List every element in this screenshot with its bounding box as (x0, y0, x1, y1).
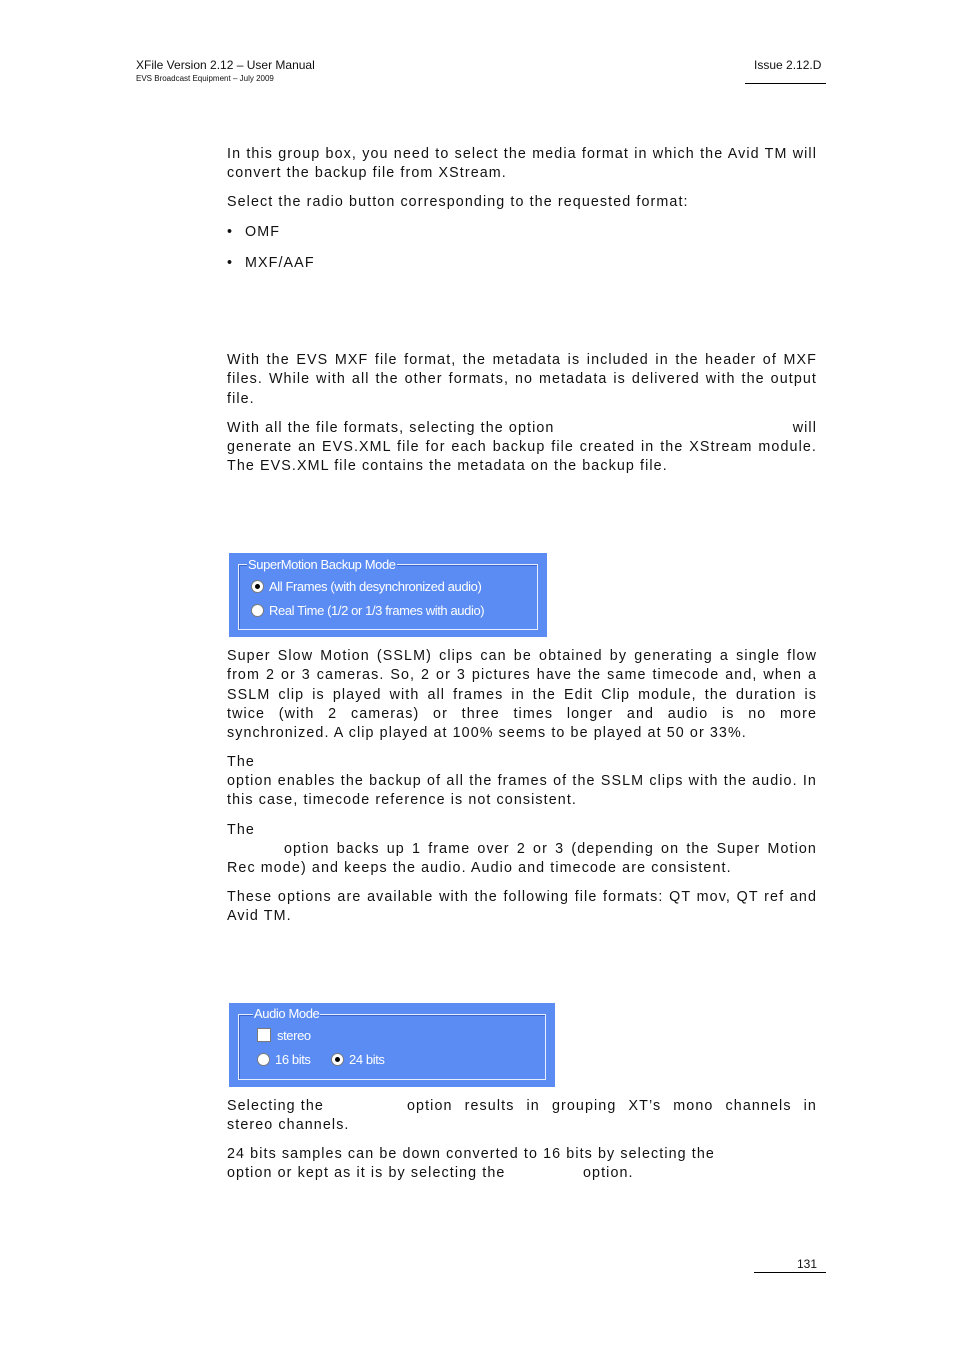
audio-mode-group (238, 1014, 546, 1080)
paragraph-allframes-the: The (227, 754, 255, 770)
xml-line1-right: will (792, 420, 817, 436)
bullet-omf-text: OMF (245, 224, 281, 240)
all-frames-radio[interactable] (251, 579, 481, 594)
stereo-line1-right: option results in grouping XT’s mono channels in (407, 1098, 817, 1114)
paragraph-bits-line2 (227, 1164, 817, 1184)
bits-line2-left: option or kept as it is by selecting the (227, 1165, 506, 1181)
page-header (136, 58, 315, 83)
real-time-label: Real Time (1/2 or 1/3 frames with audio) (269, 603, 485, 618)
checkbox-icon (257, 1028, 271, 1042)
footer-rule (754, 1272, 826, 1273)
16-bits-label: 16 bits (275, 1052, 311, 1067)
paragraph-select: Select the radio button corresponding to the requested format: (227, 194, 689, 210)
24-bits-label: 24 bits (349, 1052, 385, 1067)
radio-selected-icon (251, 580, 264, 593)
paragraph-intro: In this group box, you need to select the media format in which the Avid TM will convert the backup file from XStream. (227, 146, 817, 182)
paragraph-allframes: option enables the backup of all the frames of the SSLM clips with the audio. In this case, timecode reference is not consistent. (227, 773, 817, 809)
doc-title: XFile Version 2.12 – User Manual (136, 58, 315, 72)
paragraph-xml-line1 (227, 419, 817, 439)
paragraph-stereo-line2: stereo channels. (227, 1117, 350, 1133)
bullet-mxf (227, 255, 315, 271)
supermotion-group (238, 564, 538, 630)
audio-mode-legend: Audio Mode (254, 1006, 320, 1021)
paragraph-realtime-the: The (227, 822, 255, 838)
radio-unselected-icon (251, 604, 264, 617)
radio-unselected-icon (257, 1053, 270, 1066)
bullet-dot: • (227, 224, 234, 240)
bits-line2-right: option. (583, 1165, 634, 1181)
paragraph-sslm: Super Slow Motion (SSLM) clips can be obtained by generating a single flow from 2 or 3 cameras. So, 2 or 3 pictures have the same timecode and, when a SSLM clip is played with all frames in the Edit Clip module, the duration is twice (with 2 cameras) or three times longer and audio is no more synchronized. A clip played at 100% seems to be played at 50 or 33%. (227, 648, 817, 742)
doc-subtitle: EVS Broadcast Equipment – July 2009 (136, 74, 274, 83)
header-rule (745, 83, 826, 84)
stereo-label: stereo (277, 1028, 311, 1043)
real-time-radio[interactable] (251, 603, 484, 618)
all-frames-label: All Frames (with desynchronized audio) (269, 579, 482, 594)
stereo-line1-left: Selecting the (227, 1098, 324, 1114)
paragraph-realtime: option backs up 1 frame over 2 or 3 (depending on the Super Motion Rec mode) and keeps the audio. Audio and timecode are consistent. (227, 841, 817, 877)
audio-mode-panel (229, 1003, 555, 1087)
xml-line1-left: With all the file formats, selecting the option (227, 420, 555, 436)
supermotion-panel (229, 553, 547, 637)
issue-label: Issue 2.12.D (754, 58, 822, 72)
bullet-dot: • (227, 255, 234, 271)
radio-selected-icon (331, 1053, 344, 1066)
page-number: 131 (797, 1257, 818, 1271)
16-bits-radio[interactable] (257, 1052, 311, 1067)
paragraph-formats: These options are available with the following file formats: QT mov, QT ref and Avid TM. (227, 889, 817, 925)
paragraph-bits-line1: 24 bits samples can be down converted to 16 bits by selecting the (227, 1146, 715, 1162)
stereo-checkbox[interactable] (257, 1028, 311, 1043)
bullet-omf (227, 224, 280, 240)
paragraph-stereo-line1 (227, 1097, 817, 1117)
bullet-mxf-text: MXF/AAF (245, 255, 315, 271)
paragraph-xml-rest: generate an EVS.XML file for each backup file created in the XStream module. The EVS.XML file contains the metadata on the backup file. (227, 439, 817, 475)
paragraph-metadata: With the EVS MXF file format, the metadata is included in the header of MXF files. While with all the other formats, no metadata is delivered with the output file. (227, 352, 817, 407)
24-bits-radio[interactable] (331, 1052, 385, 1067)
supermotion-legend: SuperMotion Backup Mode (248, 557, 396, 572)
